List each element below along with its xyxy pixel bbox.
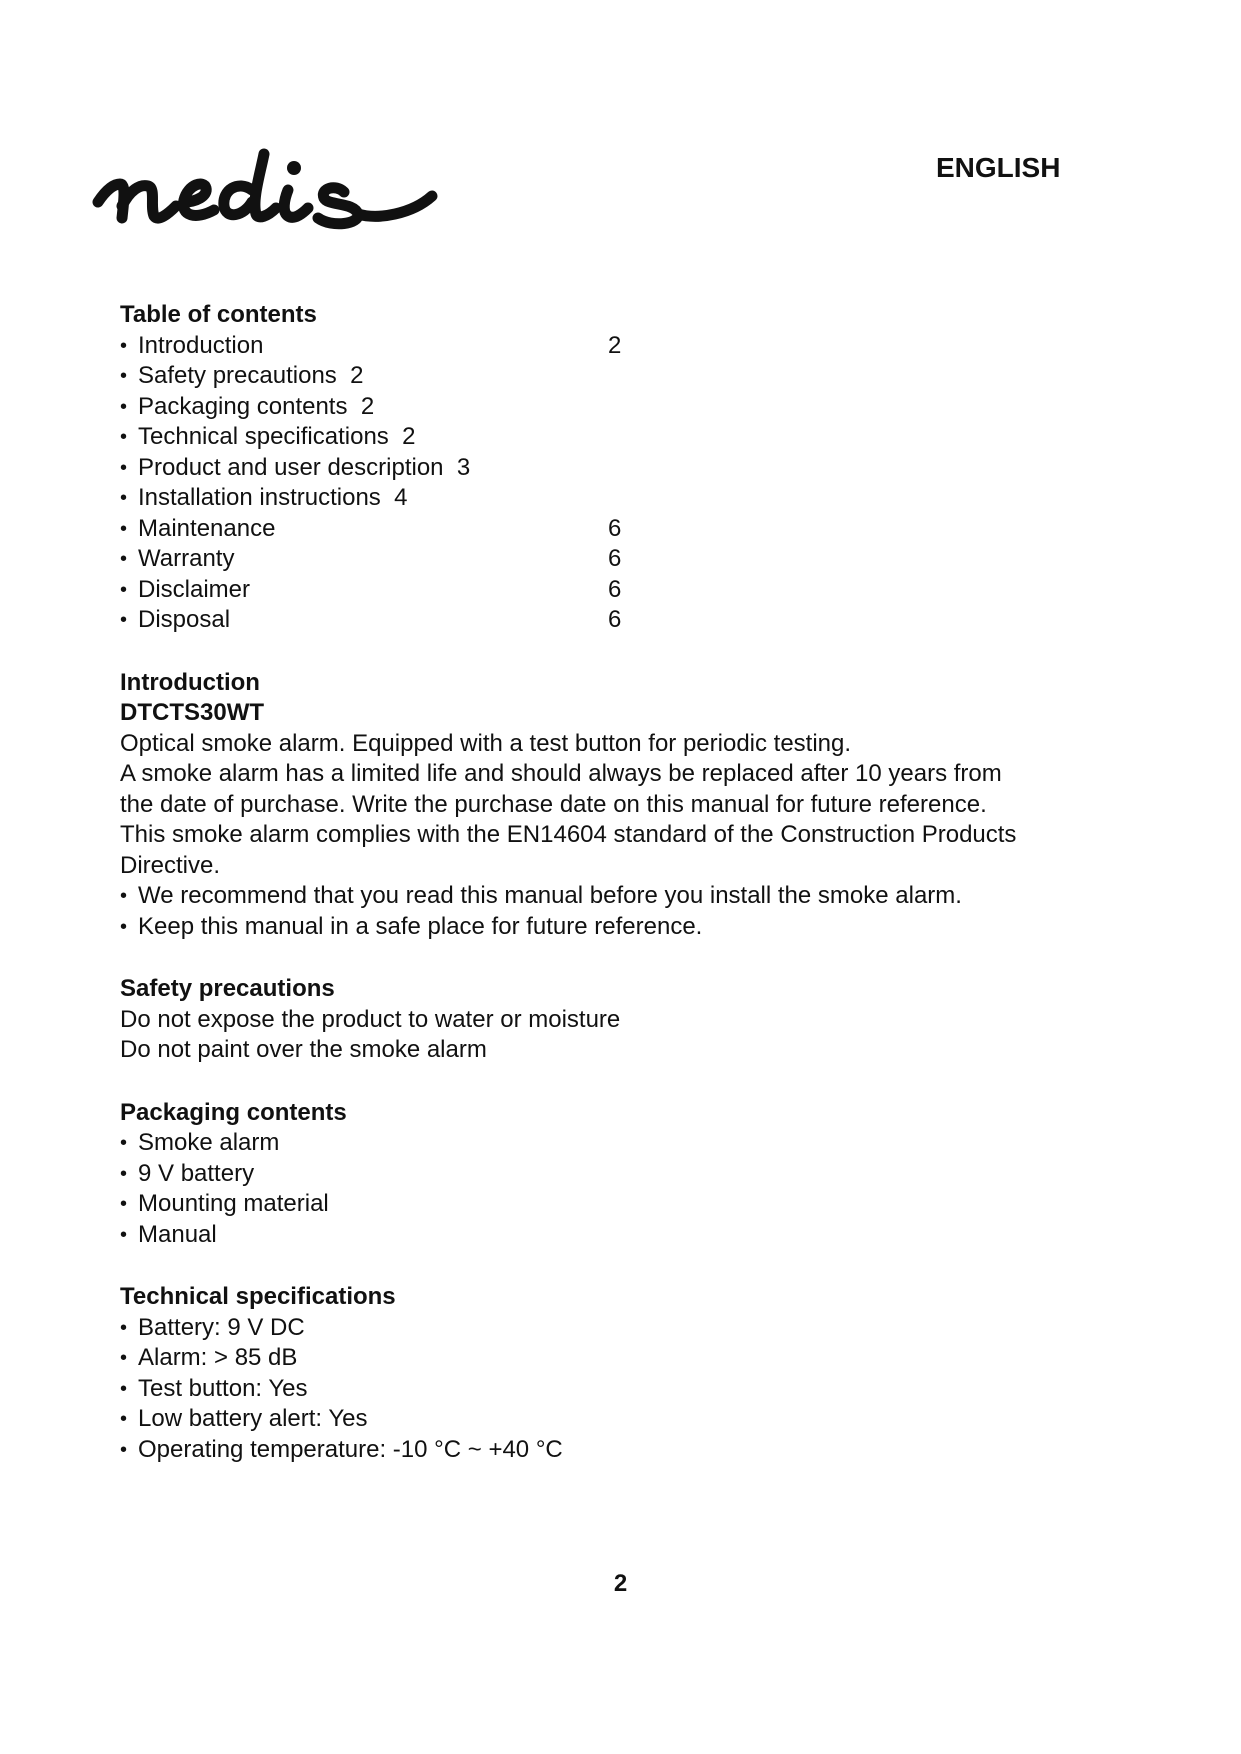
toc-page: 2 xyxy=(360,392,375,420)
toc-item[interactable]: • Technical specifications 2 xyxy=(120,422,1120,453)
toc-item[interactable]: • Safety precautions 2 xyxy=(120,361,1120,392)
toc-item[interactable]: • Introduction 2 xyxy=(120,331,1120,362)
toc-item[interactable]: • Maintenance 6 xyxy=(120,514,1120,545)
i-dot xyxy=(287,161,301,175)
toc-page: 2 xyxy=(402,423,416,450)
safety-line: Do not expose the product to water or moisture xyxy=(120,1005,621,1033)
safety-section xyxy=(120,974,1120,1066)
toc-item[interactable]: • Installation instructions 4 xyxy=(120,483,1120,514)
toc-page: 2 xyxy=(350,362,364,389)
packaging-section xyxy=(120,1098,1120,1251)
list-item: • 9 V battery xyxy=(120,1159,1120,1190)
toc-page: 3 xyxy=(456,453,471,481)
toc-page: 6 xyxy=(608,545,622,572)
intro-bullets xyxy=(120,881,1120,942)
model-number: DTCTS30WT xyxy=(120,699,264,726)
toc-item[interactable]: • Disposal 6 xyxy=(120,605,1120,636)
intro-paragraph: A smoke alarm has a limited life and should always be replaced after 10 years from the date of purchase. Write the purchase date on this manual for future reference. xyxy=(120,760,1002,818)
packaging-list xyxy=(120,1128,1120,1250)
toc-list xyxy=(120,331,1120,636)
intro-paragraph: This smoke alarm complies with the EN14604 standard of the Construction Products Directive. xyxy=(120,821,1017,879)
toc-page: 2 xyxy=(608,331,622,359)
list-item: • Manual xyxy=(120,1220,1120,1251)
nedis-logo xyxy=(92,140,444,240)
list-item: • Test button: Yes xyxy=(120,1374,1120,1405)
toc-item[interactable]: • Warranty 6 xyxy=(120,544,1120,575)
toc-item[interactable]: • Product and user description 3 xyxy=(120,453,1120,484)
page-number: 2 xyxy=(613,1570,628,1597)
toc-page: 6 xyxy=(608,606,622,633)
packaging-title: Packaging contents xyxy=(120,1098,347,1126)
language-label: ENGLISH xyxy=(936,152,1061,183)
toc-page: 6 xyxy=(608,514,622,542)
toc-item[interactable]: • Disclaimer 6 xyxy=(120,575,1120,606)
list-item: • Battery: 9 V DC xyxy=(120,1313,1120,1344)
specs-list xyxy=(120,1313,1120,1466)
toc-section xyxy=(120,300,1120,636)
safety-line: Do not paint over the smoke alarm xyxy=(120,1036,487,1063)
intro-paragraph: Optical smoke alarm. Equipped with a test button for periodic testing. xyxy=(120,729,852,757)
list-item: • Smoke alarm xyxy=(120,1128,1120,1159)
list-item: • Operating temperature: -10 °C ~ +40 °C xyxy=(120,1435,1120,1466)
document-body xyxy=(120,300,1120,1497)
introduction-title: Introduction xyxy=(120,668,260,696)
toc-page: 6 xyxy=(608,575,622,603)
safety-title: Safety precautions xyxy=(120,975,335,1002)
list-item: • Keep this manual in a safe place for future reference. xyxy=(120,912,1120,943)
specs-title: Technical specifications xyxy=(120,1283,396,1310)
list-item: • We recommend that you read this manual before you install the smoke alarm. xyxy=(120,881,1120,912)
introduction-section xyxy=(120,668,1120,943)
list-item: • Low battery alert: Yes xyxy=(120,1404,1120,1435)
toc-page: 4 xyxy=(394,484,408,511)
toc-title: Table of contents xyxy=(120,301,317,328)
toc-item[interactable]: • Packaging contents 2 xyxy=(120,392,1120,423)
list-item: • Alarm: > 85 dB xyxy=(120,1343,1120,1374)
list-item: • Mounting material xyxy=(120,1189,1120,1220)
specs-section xyxy=(120,1282,1120,1465)
